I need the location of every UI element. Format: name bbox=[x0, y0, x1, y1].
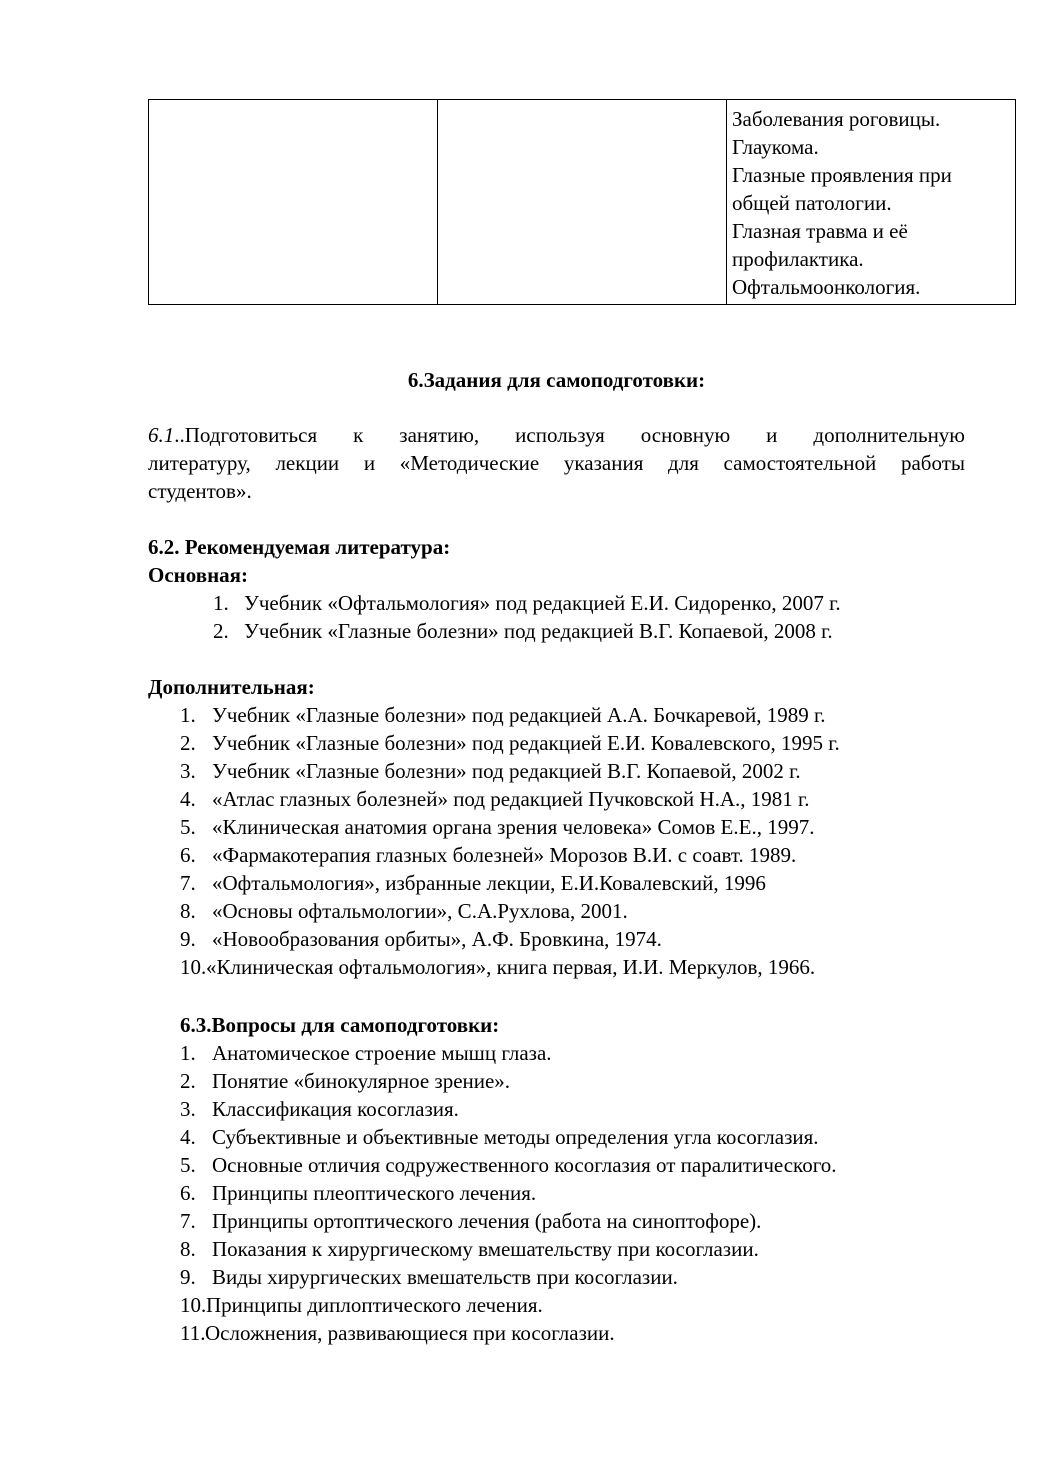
list-item-text: Принципы диплоптического лечения. bbox=[206, 1293, 543, 1317]
list-item bbox=[180, 1067, 970, 1095]
list-item-text: «Фармакотерапия глазных болезней» Морозов В.И. с соавт. 1989. bbox=[212, 843, 797, 867]
list-item-number: 2. bbox=[213, 619, 229, 643]
list-item bbox=[180, 897, 970, 925]
list-item-text: «Офтальмология», избранные лекции, Е.И.Ковалевский, 1996 bbox=[212, 871, 766, 895]
list-item-number: 6. bbox=[180, 1181, 196, 1205]
topic-line: общей патологии. bbox=[732, 191, 892, 215]
topic-line: профилактика. bbox=[732, 247, 864, 271]
topic-line: Глаукома. bbox=[732, 135, 819, 159]
table-row bbox=[149, 100, 1016, 305]
list-item-number: 5. bbox=[180, 815, 196, 839]
list-item-number: 10. bbox=[180, 955, 207, 979]
paragraph-6-1 bbox=[148, 421, 965, 505]
topic-line: Глазная травма и её bbox=[732, 219, 908, 243]
questions-heading: 6.3.Вопросы для самоподготовки: bbox=[180, 1013, 500, 1037]
list-item-number: 9. bbox=[180, 1265, 196, 1289]
extra-literature-heading: Дополнительная: bbox=[148, 675, 315, 699]
list-item bbox=[180, 757, 970, 785]
list-item-number: 9. bbox=[180, 927, 196, 951]
list-item bbox=[180, 1123, 970, 1151]
list-item-text: Понятие «бинокулярное зрение». bbox=[212, 1069, 511, 1093]
list-item bbox=[180, 1263, 970, 1291]
basic-literature-list bbox=[213, 589, 973, 645]
list-item bbox=[180, 701, 970, 729]
topics-list bbox=[727, 100, 1015, 301]
list-item-text: «Клиническая анатомия органа зрения человека» Сомов Е.Е., 1997. bbox=[212, 815, 815, 839]
list-item-text: Учебник «Глазные болезни» под редакцией Е.И. Ковалевского, 1995 г. bbox=[212, 731, 840, 755]
list-item-text: Принципы плеоптического лечения. bbox=[212, 1181, 537, 1205]
topic-line: Офтальмоонкология. bbox=[732, 275, 921, 299]
list-item-number: 8. bbox=[180, 899, 196, 923]
extra-literature-list bbox=[180, 701, 970, 981]
list-item-text: Субъективные и объективные методы определения угла косоглазия. bbox=[212, 1125, 819, 1149]
table-cell-1 bbox=[149, 100, 438, 305]
list-item bbox=[213, 589, 973, 617]
list-item-number: 4. bbox=[180, 787, 196, 811]
list-item-text: Основные отличия содружественного косоглазия от паралитического. bbox=[212, 1153, 837, 1177]
list-item-text: Виды хирургических вмешательств при косоглазии. bbox=[212, 1265, 678, 1289]
paragraph-line bbox=[148, 421, 965, 449]
questions-list bbox=[180, 1039, 970, 1347]
table-cell-2 bbox=[438, 100, 727, 305]
list-item bbox=[180, 1179, 970, 1207]
list-item-text: Учебник «Глазные болезни» под редакцией В.Г. Копаевой, 2008 г. bbox=[244, 619, 833, 643]
list-item bbox=[180, 785, 970, 813]
list-item bbox=[180, 1319, 970, 1347]
list-item-text: Показания к хирургическому вмешательству при косоглазии. bbox=[212, 1237, 759, 1261]
list-item bbox=[180, 1151, 970, 1179]
topic-line: Заболевания роговицы. bbox=[732, 107, 941, 131]
topics-table bbox=[148, 99, 1016, 305]
list-item-text: «Новообразования орбиты», А.Ф. Бровкина, 1974. bbox=[212, 927, 662, 951]
list-item bbox=[180, 1039, 970, 1067]
list-item-text: Учебник «Офтальмология» под редакцией Е.И. Сидоренко, 2007 г. bbox=[244, 591, 841, 615]
list-item-number: 4. bbox=[180, 1125, 196, 1149]
list-item bbox=[180, 813, 970, 841]
list-item-text: Классификация косоглазия. bbox=[212, 1097, 459, 1121]
topic-line: Глазные проявления при bbox=[732, 163, 952, 187]
list-item bbox=[180, 1207, 970, 1235]
list-item-text: Анатомическое строение мышц глаза. bbox=[212, 1041, 552, 1065]
list-item bbox=[213, 617, 973, 645]
list-item bbox=[180, 1095, 970, 1123]
paragraph-line: литературу, лекции и «Методические указания для самостоятельной работы bbox=[148, 451, 965, 475]
list-item-text: «Основы офтальмологии», С.А.Рухлова, 2001. bbox=[212, 899, 628, 923]
list-item-text: «Клиническая офтальмология», книга первая, И.И. Меркулов, 1966. bbox=[206, 955, 816, 979]
list-item-number: 2. bbox=[180, 1069, 196, 1093]
basic-literature-heading: Основная: bbox=[148, 563, 249, 587]
literature-heading: 6.2. Рекомендуемая литература: bbox=[148, 535, 451, 559]
section-title: 6.Задания для самоподготовки: bbox=[407, 368, 706, 392]
list-item-text: Учебник «Глазные болезни» под редакцией В.Г. Копаевой, 2002 г. bbox=[212, 759, 801, 783]
paragraph-line: студентов». bbox=[148, 479, 252, 503]
list-item bbox=[180, 953, 970, 981]
list-item-number: 6. bbox=[180, 843, 196, 867]
list-item-number: 5. bbox=[180, 1153, 196, 1177]
list-item bbox=[180, 925, 970, 953]
list-item-text: Учебник «Глазные болезни» под редакцией А.А. Бочкаревой, 1989 г. bbox=[212, 703, 826, 727]
list-item-number: 10. bbox=[180, 1293, 207, 1317]
list-item-number: 2. bbox=[180, 731, 196, 755]
list-item-number: 8. bbox=[180, 1237, 196, 1261]
list-item-text: «Атлас глазных болезней» под редакцией Пучковской Н.А., 1981 г. bbox=[212, 787, 810, 811]
list-item bbox=[180, 1291, 970, 1319]
list-item-text: Принципы ортоптического лечения (работа на синоптофоре). bbox=[212, 1209, 762, 1233]
list-item-number: 3. bbox=[180, 1097, 196, 1121]
list-item bbox=[180, 869, 970, 897]
list-item bbox=[180, 1235, 970, 1263]
list-item bbox=[180, 729, 970, 757]
list-item-number: 3. bbox=[180, 759, 196, 783]
table-cell-3 bbox=[727, 100, 1016, 305]
paragraph-text: ..Подготовиться к занятию, используя основную и дополнительную bbox=[174, 423, 965, 447]
list-item-text: Осложнения, развивающиеся при косоглазии. bbox=[205, 1321, 615, 1345]
list-item bbox=[180, 841, 970, 869]
list-item-number: 11. bbox=[180, 1321, 206, 1345]
list-item-number: 1. bbox=[213, 591, 229, 615]
list-item-number: 7. bbox=[180, 871, 196, 895]
list-item-number: 7. bbox=[180, 1209, 196, 1233]
list-item-number: 1. bbox=[180, 703, 196, 727]
list-item-number: 1. bbox=[180, 1041, 196, 1065]
paragraph-number: 6.1 bbox=[148, 423, 175, 447]
